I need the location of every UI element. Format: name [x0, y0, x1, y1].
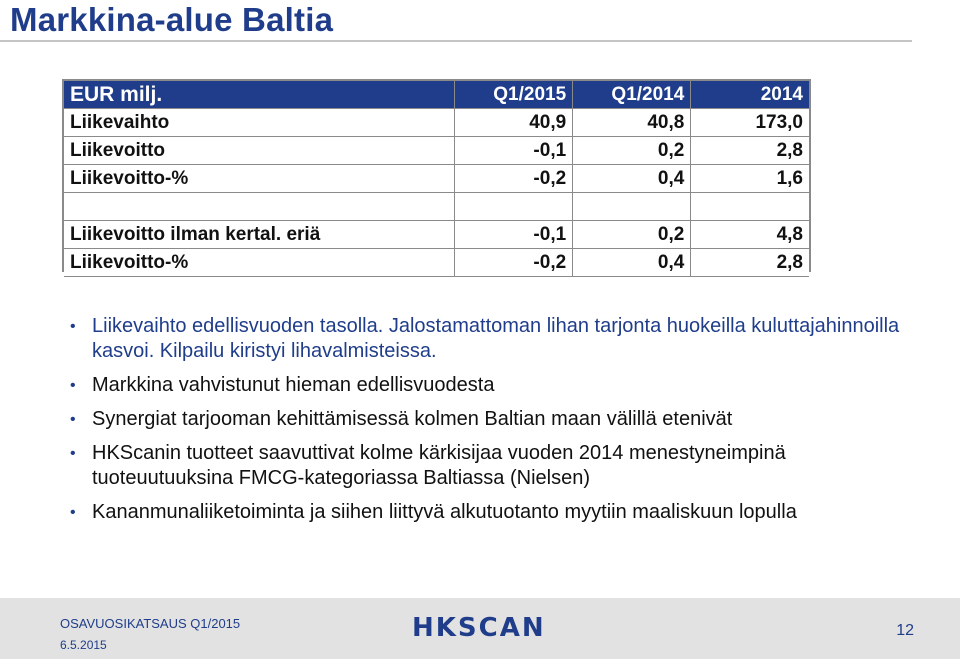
page-title: Markkina-alue Baltia [10, 1, 334, 38]
row-label: Liikevoitto-% [64, 249, 455, 277]
row-label [64, 193, 455, 221]
row-value: 2,8 [691, 249, 809, 277]
row-value: -0,1 [455, 221, 573, 249]
hkscan-logo: HKSCAN [412, 613, 546, 643]
bullet-icon: • [70, 377, 76, 394]
row-value [573, 193, 691, 221]
financial-table [64, 81, 809, 277]
list-item [70, 407, 930, 432]
header-cell-label: EUR milj. [64, 81, 455, 109]
row-label: Liikevoitto [64, 137, 455, 165]
bullet-icon: • [70, 318, 76, 335]
row-value [691, 193, 809, 221]
row-value: 173,0 [691, 109, 809, 137]
title-divider [0, 40, 912, 42]
row-value: -0,2 [455, 249, 573, 277]
list-item [70, 314, 930, 364]
table-row [64, 109, 809, 137]
table-row [64, 249, 809, 277]
row-value [455, 193, 573, 221]
row-value: 0,4 [573, 165, 691, 193]
list-item [70, 373, 930, 398]
header-cell-2014: 2014 [691, 81, 809, 109]
bullet-icon: • [70, 504, 76, 521]
bullet-list [70, 314, 930, 534]
row-value: 40,8 [573, 109, 691, 137]
footer-report-label: OSAVUOSIKATSAUS Q1/2015 [60, 616, 241, 631]
list-item [70, 441, 930, 491]
table-row-empty [64, 193, 809, 221]
list-item-text: Liikevaihto edellisvuoden tasolla. Jalostamattoman lihan tarjonta huokeilla kuluttajahinnoilla kasvoi. Kilpailu kiristyi lihavalmisteissa. [92, 315, 900, 362]
header-cell-q1-2015: Q1/2015 [455, 81, 573, 109]
row-value: 4,8 [691, 221, 809, 249]
financial-table-frame [62, 79, 811, 272]
page-number: 12 [896, 622, 914, 639]
footer-date: 6.5.2015 [60, 638, 107, 652]
bullet-icon: • [70, 445, 76, 462]
row-label: Liikevaihto [64, 109, 455, 137]
row-value: -0,2 [455, 165, 573, 193]
list-item-text: Kananmunaliiketoiminta ja siihen liittyvä alkutuotanto myytiin maaliskuun lopulla [92, 501, 797, 523]
row-label: Liikevoitto-% [64, 165, 455, 193]
row-label: Liikevoitto ilman kertal. eriä [64, 221, 455, 249]
row-value: 0,4 [573, 249, 691, 277]
footer [0, 598, 960, 659]
table-row [64, 221, 809, 249]
row-value: 0,2 [573, 221, 691, 249]
list-item [70, 500, 930, 525]
row-value: 0,2 [573, 137, 691, 165]
row-value: 2,8 [691, 137, 809, 165]
row-value: -0,1 [455, 137, 573, 165]
row-value: 1,6 [691, 165, 809, 193]
list-item-text: Markkina vahvistunut hieman edellisvuodesta [92, 374, 495, 396]
list-item-text: HKScanin tuotteet saavuttivat kolme kärkisijaa vuoden 2014 menestyneimpinä tuoteuutuuksina FMCG-kategoriassa Baltiassa (Nielsen) [92, 442, 786, 489]
table-row [64, 137, 809, 165]
table-header-row [64, 81, 809, 109]
list-item-text: Synergiat tarjooman kehittämisessä kolmen Baltian maan välillä etenivät [92, 408, 733, 430]
row-value: 40,9 [455, 109, 573, 137]
header-cell-q1-2014: Q1/2014 [573, 81, 691, 109]
table-row [64, 165, 809, 193]
bullet-icon: • [70, 411, 76, 428]
